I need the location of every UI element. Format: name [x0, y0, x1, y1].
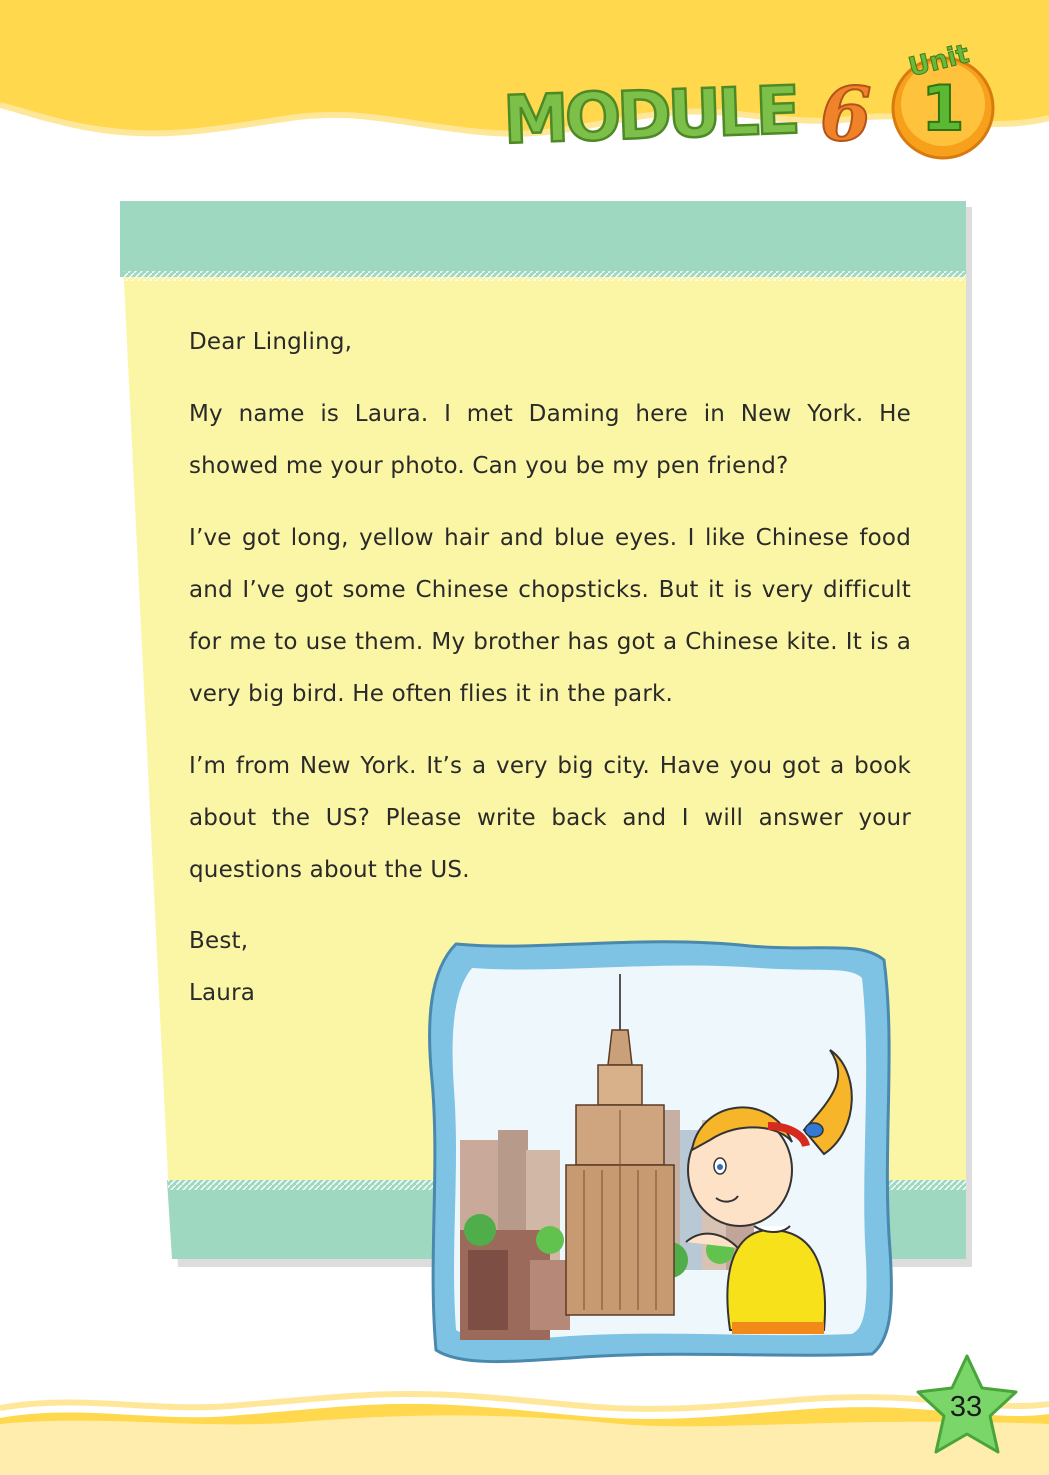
letter-closing: Best,: [189, 928, 249, 954]
letter-top-band: [120, 201, 966, 277]
unit-number: 1: [921, 72, 965, 145]
module-number: 6: [820, 72, 872, 158]
bottom-wave-banner: [0, 1370, 1049, 1475]
letter-signature: Laura: [189, 980, 256, 1006]
letter-paragraph-1: My name is Laura. I met Daming here in New York. He showed me your photo. Can you be my pen friend?: [189, 401, 911, 479]
page-number: 33: [949, 1391, 983, 1423]
unit-label: Unit: [905, 39, 973, 84]
module-title-logo: [502, 72, 872, 159]
unit-badge: [893, 39, 993, 158]
letter-paragraph-3: I’m from New York. It’s a very big city. Have you got a book about the US? Please write back and I will answer your questions about the US.: [189, 753, 911, 883]
module-unit-header: [495, 30, 1015, 160]
letter-paragraph-2: I’ve got long, yellow hair and blue eyes. I like Chinese food and I’ve got some Chinese chopsticks. But it is very difficult for me to use them. My brother has got a Chinese kite. It is a very big bird. He often flies it in the park.: [189, 525, 911, 707]
new-york-photo: [420, 930, 900, 1370]
letter-greeting: Dear Lingling,: [189, 329, 353, 355]
module-word: MODULE: [501, 71, 798, 159]
